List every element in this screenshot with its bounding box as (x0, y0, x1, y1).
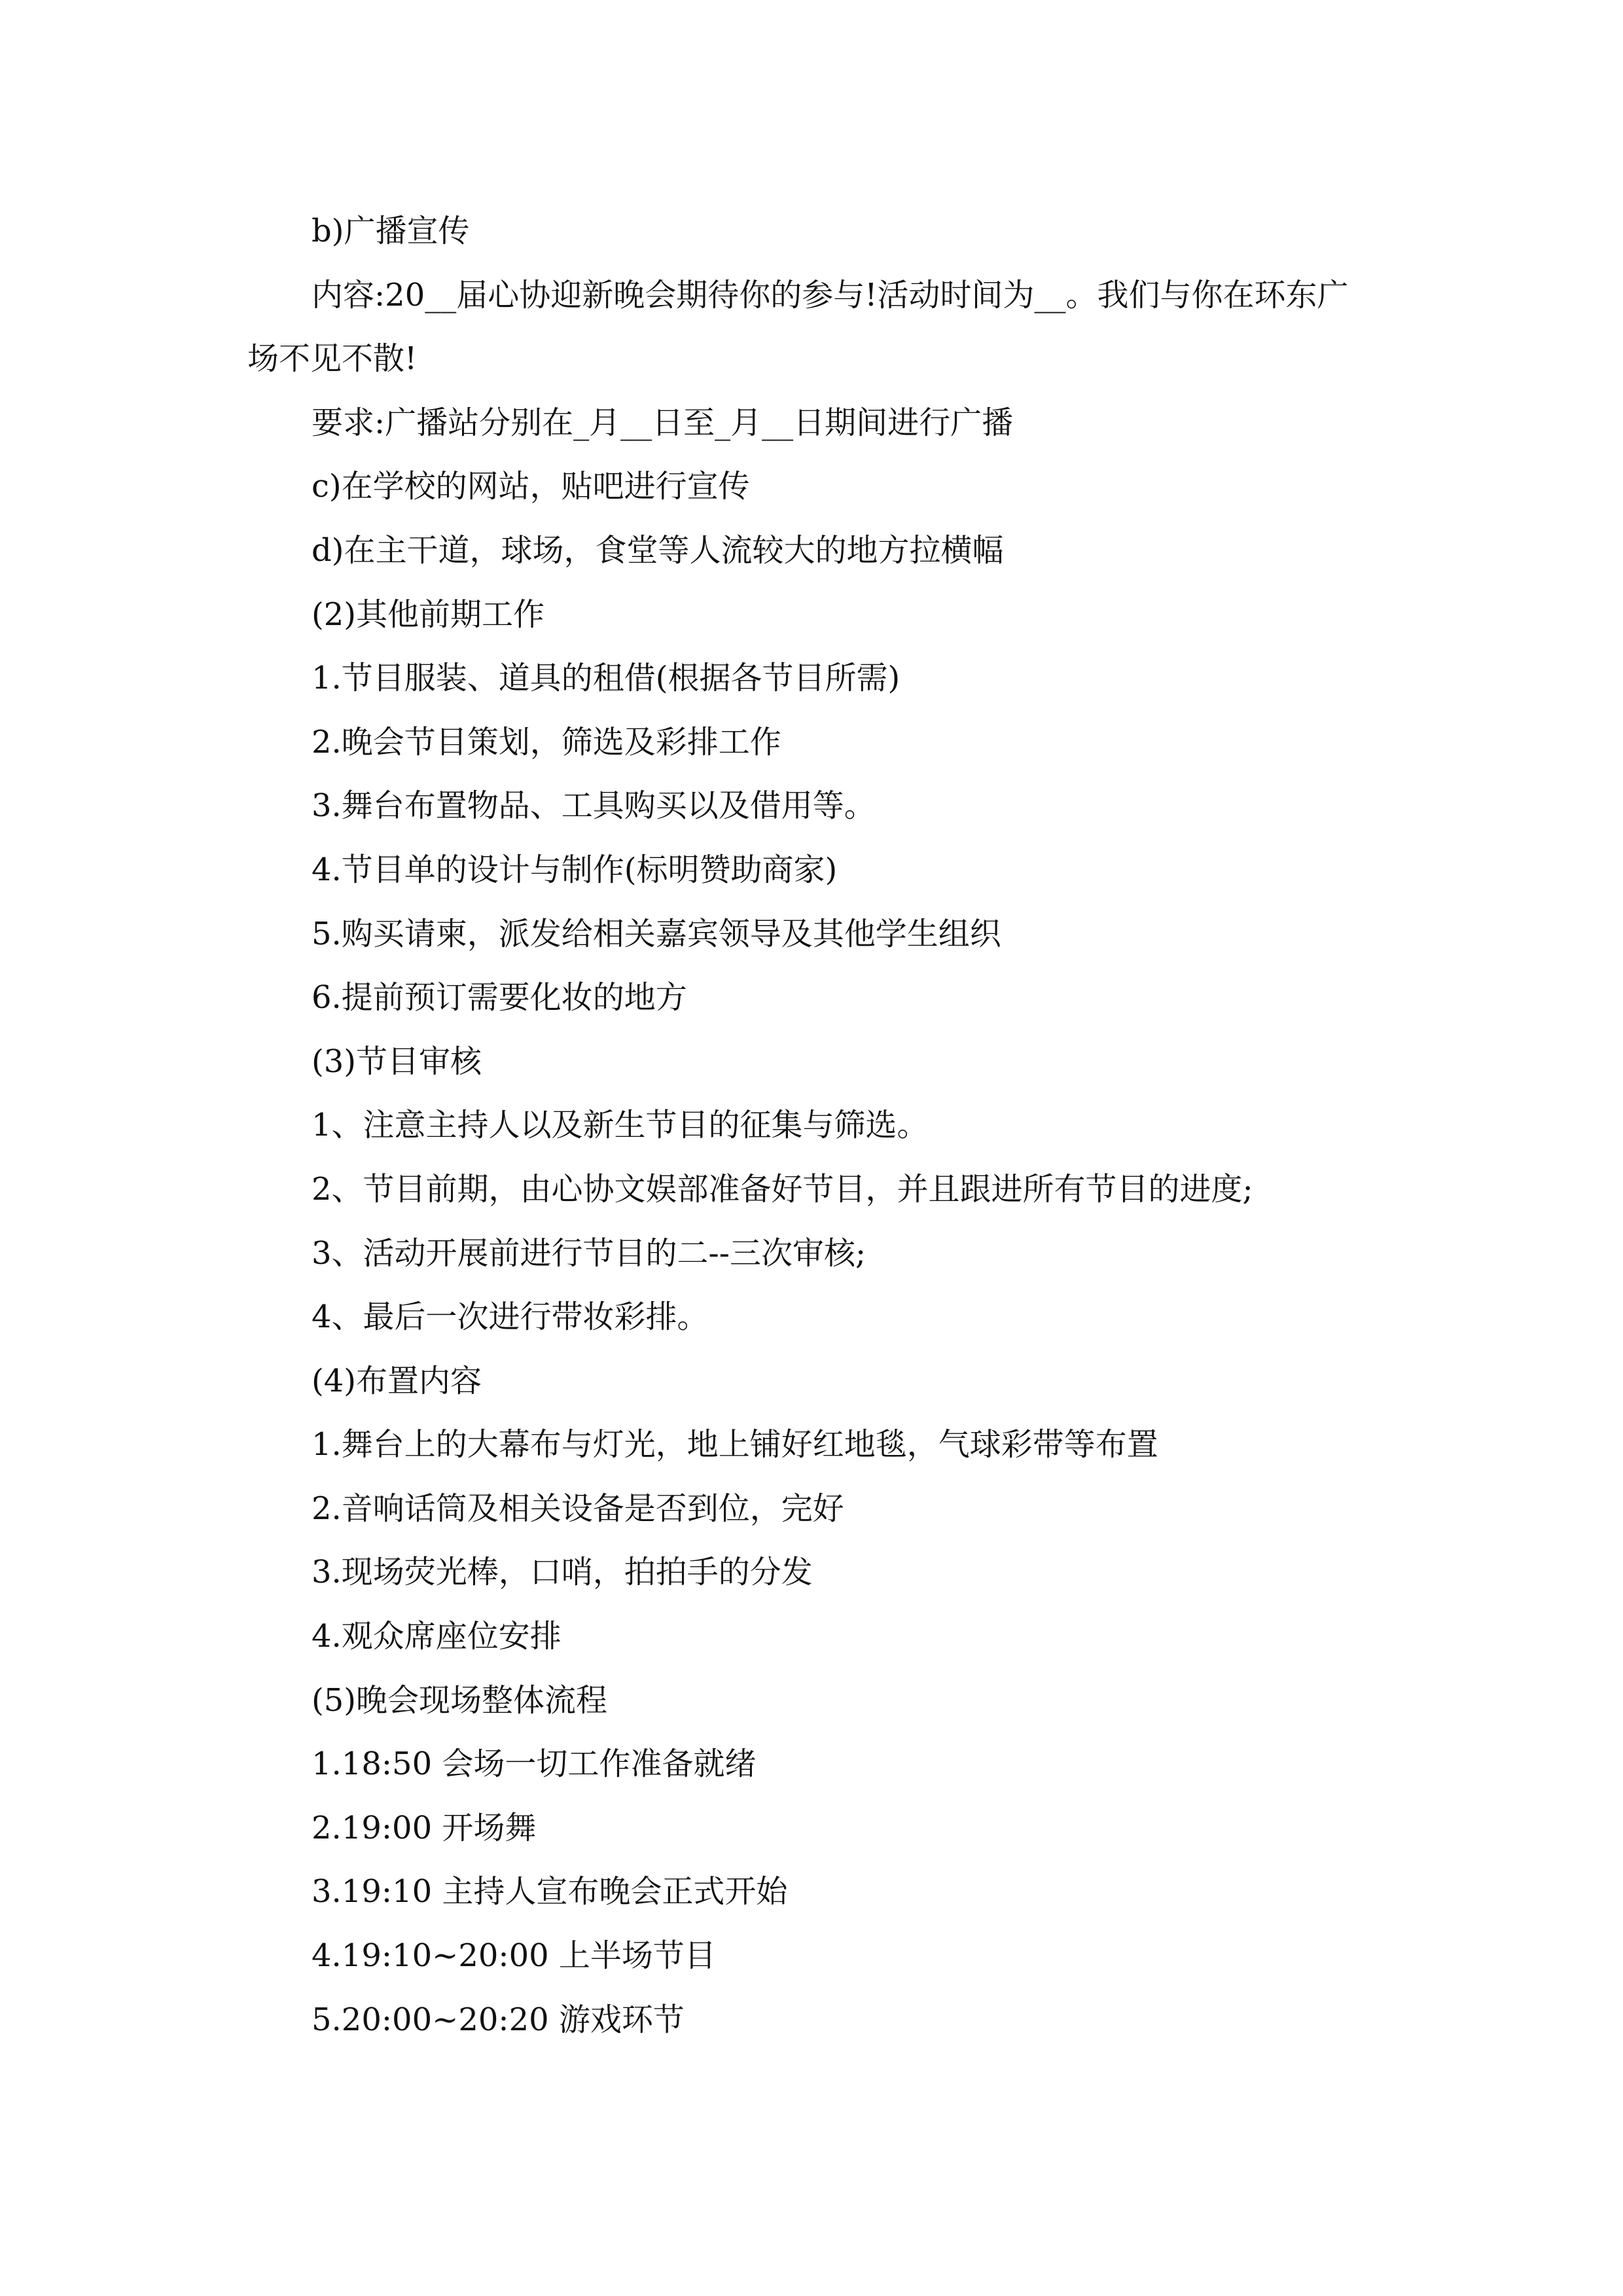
text-line: 要求:广播站分别在_月__日至_月__日期间进行广播 (312, 404, 1014, 441)
text-line: 6.提前预订需要化妆的地方 (312, 979, 687, 1016)
text-line: 3.舞台布置物品、工具购买以及借用等。 (312, 787, 876, 825)
text-line: c)在学校的网站，贴吧进行宣传 (312, 468, 750, 505)
text-line: b)广播宣传 (312, 213, 470, 249)
text-line: (3)节目审核 (312, 1043, 482, 1080)
text-line: 场不见不散! (247, 340, 418, 378)
text-line: 4、最后一次进行带妆彩排。 (312, 1299, 709, 1336)
text-line: 4.19:10~20:00 上半场节目 (312, 1937, 716, 1975)
text-line: d)在主干道，球场，食堂等人流较大的地方拉横幅 (312, 531, 1004, 569)
text-line: 4.观众席座位安排 (312, 1618, 562, 1655)
text-line: 5.购买请柬，派发给相关嘉宾领导及其他学生组织 (312, 915, 1001, 952)
text-line: 1.节目服装、道具的租借(根据各节目所需) (312, 660, 901, 697)
text-line: (5)晚会现场整体流程 (312, 1681, 607, 1719)
text-line: (2)其他前期工作 (312, 596, 544, 633)
text-line: 3.19:10 主持人宣布晚会正式开始 (312, 1873, 788, 1910)
text-line: (4)布置内容 (312, 1362, 482, 1399)
text-line: 1.18:50 会场一切工作准备就绪 (312, 1746, 757, 1783)
text-line: 1、注意主持人以及新生节目的征集与筛选。 (312, 1107, 929, 1144)
text-line: 1.舞台上的大幕布与灯光，地上铺好红地毯，气球彩带等布置 (312, 1426, 1158, 1463)
text-line: 2.19:00 开场舞 (312, 1809, 537, 1846)
text-line: 3.现场荧光棒，口哨，拍拍手的分发 (312, 1554, 813, 1591)
text-line: 内容:20__届心协迎新晚会期待你的参与!活动时间为__。我们与你在环东广 (312, 276, 1349, 314)
document-body (247, 200, 1386, 2052)
text-line: 5.20:00~20:20 游戏环节 (312, 2001, 685, 2038)
text-line: 2、节目前期，由心协文娱部准备好节目，并且跟进所有节目的进度; (312, 1170, 1253, 1208)
text-line: 4.节目单的设计与制作(标明赞助商家) (312, 851, 838, 888)
text-line: 3、活动开展前进行节目的二--三次审核; (312, 1234, 866, 1272)
text-line: 2.音响话筒及相关设备是否到位，完好 (312, 1490, 844, 1527)
text-line: 2.晚会节目策划，筛选及彩排工作 (312, 723, 781, 761)
